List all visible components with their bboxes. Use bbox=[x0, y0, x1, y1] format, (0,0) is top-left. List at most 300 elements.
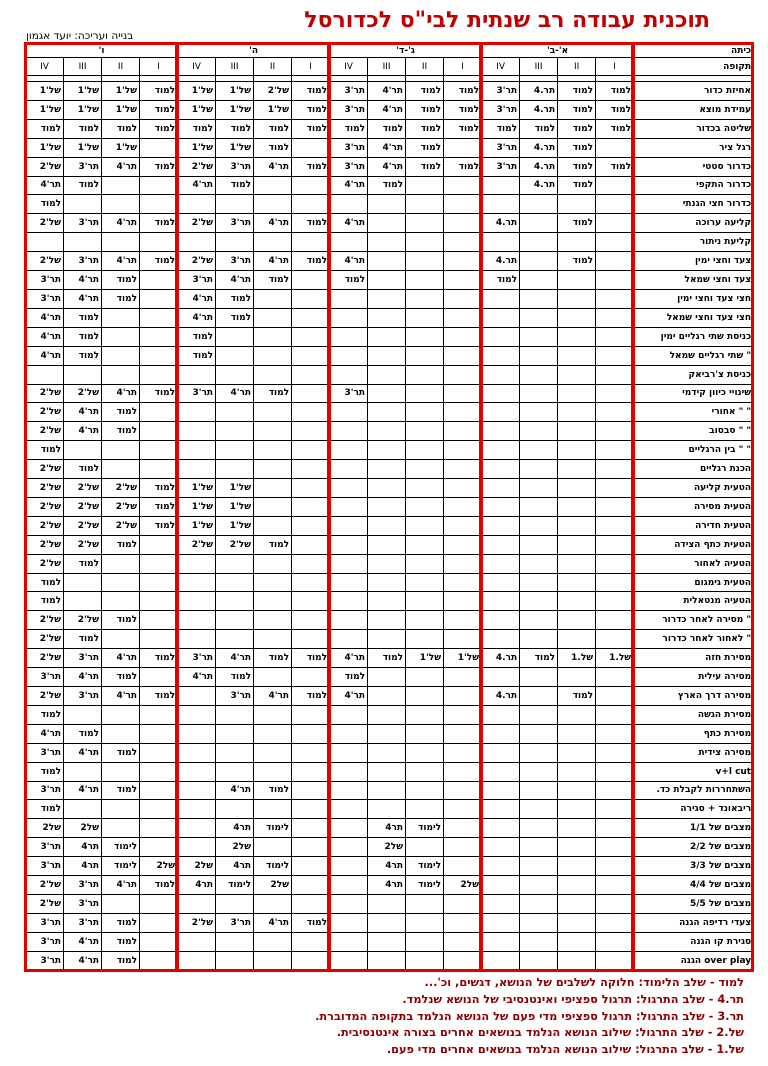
table-cell: למוד bbox=[406, 138, 444, 157]
table-cell bbox=[406, 441, 444, 460]
table-cell: למוד bbox=[558, 119, 596, 138]
table-cell: תר'3 bbox=[216, 157, 254, 176]
table-cell bbox=[368, 724, 406, 743]
table-cell bbox=[558, 271, 596, 290]
table-cell bbox=[444, 460, 482, 479]
table-row bbox=[26, 384, 754, 403]
table-cell bbox=[558, 630, 596, 649]
table-cell bbox=[368, 497, 406, 516]
table-cell: תר'3 bbox=[26, 781, 64, 800]
table-cell bbox=[64, 233, 102, 252]
table-row bbox=[26, 876, 754, 895]
table-cell: תר'3 bbox=[64, 649, 102, 668]
table-cell bbox=[596, 479, 634, 498]
table-cell bbox=[178, 724, 216, 743]
table-cell bbox=[26, 233, 64, 252]
topic-label: שינויי כיוון קידמי bbox=[634, 384, 754, 403]
table-cell bbox=[444, 743, 482, 762]
table-row bbox=[26, 100, 754, 119]
table-cell bbox=[596, 687, 634, 706]
table-cell bbox=[102, 573, 140, 592]
table-cell bbox=[292, 365, 330, 384]
table-cell bbox=[596, 668, 634, 687]
table-cell: למוד bbox=[102, 743, 140, 762]
table-row bbox=[26, 138, 754, 157]
table-cell: תר'4 bbox=[216, 384, 254, 403]
table-cell: למוד bbox=[558, 82, 596, 101]
table-cell bbox=[520, 403, 558, 422]
table-cell: תר'3 bbox=[330, 157, 368, 176]
table-cell bbox=[406, 630, 444, 649]
table-row bbox=[26, 252, 754, 271]
period-header: IV bbox=[178, 58, 216, 76]
topic-label: הטעית כתף הצידה bbox=[634, 535, 754, 554]
topic-label: מסירה צידית bbox=[634, 743, 754, 762]
topic-label: שליטה בכדור bbox=[634, 119, 754, 138]
table-cell: של'2 bbox=[64, 497, 102, 516]
table-cell bbox=[520, 233, 558, 252]
table-cell bbox=[102, 800, 140, 819]
table-cell bbox=[558, 573, 596, 592]
table-cell bbox=[26, 365, 64, 384]
table-cell bbox=[254, 932, 292, 951]
table-cell bbox=[292, 894, 330, 913]
table-cell: למוד bbox=[292, 214, 330, 233]
table-cell bbox=[140, 346, 178, 365]
table-cell: של'2 bbox=[26, 403, 64, 422]
table-cell: תר4 bbox=[216, 819, 254, 838]
table-cell bbox=[292, 573, 330, 592]
table-cell bbox=[368, 687, 406, 706]
table-cell: למוד bbox=[26, 119, 64, 138]
table-cell: תר'3 bbox=[330, 138, 368, 157]
table-cell: למוד bbox=[102, 271, 140, 290]
table-cell bbox=[292, 289, 330, 308]
table-cell bbox=[444, 535, 482, 554]
grade-group-header: ו' bbox=[26, 44, 178, 58]
table-cell bbox=[558, 762, 596, 781]
table-row bbox=[26, 932, 754, 951]
table-cell: למוד bbox=[330, 119, 368, 138]
topic-label: כדרור חצי הגנתי bbox=[634, 195, 754, 214]
table-cell bbox=[216, 233, 254, 252]
table-cell bbox=[178, 951, 216, 970]
table-cell: למוד bbox=[64, 460, 102, 479]
table-cell: למוד bbox=[140, 516, 178, 535]
table-cell bbox=[64, 573, 102, 592]
table-cell bbox=[368, 951, 406, 970]
table-cell bbox=[406, 460, 444, 479]
table-cell bbox=[596, 743, 634, 762]
topic-label: הטעית חדירה bbox=[634, 516, 754, 535]
table-cell bbox=[292, 838, 330, 857]
topic-label: מצבים של 2/2 bbox=[634, 838, 754, 857]
table-cell: של'2 bbox=[26, 252, 64, 271]
table-cell: למוד bbox=[406, 157, 444, 176]
table-cell: תר'3 bbox=[26, 932, 64, 951]
table-cell bbox=[558, 857, 596, 876]
table-cell bbox=[596, 951, 634, 970]
table-cell: תר'4 bbox=[368, 82, 406, 101]
table-cell: למוד bbox=[596, 100, 634, 119]
table-cell: של'2 bbox=[64, 535, 102, 554]
table-cell: למוד bbox=[140, 100, 178, 119]
table-cell bbox=[330, 762, 368, 781]
table-cell: של'1 bbox=[216, 497, 254, 516]
table-cell: לימוד bbox=[406, 819, 444, 838]
table-cell: של'2 bbox=[26, 687, 64, 706]
table-cell bbox=[444, 195, 482, 214]
table-cell: של2 bbox=[140, 857, 178, 876]
table-cell bbox=[482, 857, 520, 876]
period-header: IV bbox=[330, 58, 368, 76]
topic-label: כניסת צ'רביאק bbox=[634, 365, 754, 384]
table-cell bbox=[178, 195, 216, 214]
table-cell: למוד bbox=[140, 649, 178, 668]
table-cell: של'1 bbox=[254, 100, 292, 119]
table-cell bbox=[406, 271, 444, 290]
table-cell: למוד bbox=[140, 479, 178, 498]
table-cell: תר'4 bbox=[178, 289, 216, 308]
table-cell bbox=[178, 932, 216, 951]
table-cell: תר'4 bbox=[178, 176, 216, 195]
table-cell: תר'4 bbox=[64, 951, 102, 970]
table-cell bbox=[140, 460, 178, 479]
table-row bbox=[26, 82, 754, 101]
table-cell bbox=[520, 724, 558, 743]
table-cell bbox=[444, 271, 482, 290]
table-cell bbox=[482, 743, 520, 762]
table-cell: למוד bbox=[178, 346, 216, 365]
table-cell bbox=[444, 932, 482, 951]
table-cell bbox=[406, 554, 444, 573]
table-cell: למוד bbox=[292, 82, 330, 101]
table-cell: לימוד bbox=[254, 857, 292, 876]
table-cell bbox=[596, 781, 634, 800]
table-cell bbox=[520, 951, 558, 970]
table-cell: תר4 bbox=[178, 876, 216, 895]
table-cell: למוד bbox=[292, 252, 330, 271]
topic-label: מצבים של 3/3 bbox=[634, 857, 754, 876]
table-cell bbox=[520, 630, 558, 649]
period-header: II bbox=[558, 58, 596, 76]
table-cell: למוד bbox=[178, 327, 216, 346]
table-cell: תר'4 bbox=[254, 157, 292, 176]
table-cell bbox=[330, 497, 368, 516]
table-cell: תר'4 bbox=[178, 308, 216, 327]
table-cell bbox=[368, 422, 406, 441]
table-cell bbox=[292, 554, 330, 573]
table-cell bbox=[368, 365, 406, 384]
table-cell bbox=[368, 668, 406, 687]
table-cell: למוד bbox=[254, 138, 292, 157]
table-cell bbox=[254, 308, 292, 327]
topic-label: מסירה דרך הארץ bbox=[634, 687, 754, 706]
table-cell bbox=[368, 913, 406, 932]
table-cell bbox=[596, 535, 634, 554]
table-cell bbox=[596, 460, 634, 479]
table-cell bbox=[596, 611, 634, 630]
table-cell: למוד bbox=[292, 100, 330, 119]
table-cell: של'2 bbox=[178, 913, 216, 932]
table-cell: של'1 bbox=[216, 138, 254, 157]
table-cell bbox=[482, 724, 520, 743]
table-cell bbox=[406, 479, 444, 498]
table-cell bbox=[178, 762, 216, 781]
table-cell bbox=[292, 479, 330, 498]
table-cell bbox=[140, 403, 178, 422]
table-cell bbox=[406, 932, 444, 951]
period-header: II bbox=[406, 58, 444, 76]
table-cell: למוד bbox=[482, 119, 520, 138]
table-cell bbox=[406, 687, 444, 706]
table-cell: למוד bbox=[102, 668, 140, 687]
table-cell bbox=[292, 611, 330, 630]
table-cell: תר4 bbox=[64, 838, 102, 857]
table-cell: תר'3 bbox=[330, 100, 368, 119]
table-cell bbox=[596, 497, 634, 516]
table-cell bbox=[330, 913, 368, 932]
table-cell: תר.4 bbox=[520, 138, 558, 157]
table-cell bbox=[482, 611, 520, 630]
table-cell bbox=[216, 365, 254, 384]
table-cell bbox=[596, 308, 634, 327]
table-cell: למוד bbox=[254, 119, 292, 138]
table-cell bbox=[292, 819, 330, 838]
period-header-label: תקופה bbox=[634, 58, 754, 76]
table-cell bbox=[520, 497, 558, 516]
table-cell bbox=[330, 308, 368, 327]
table-cell bbox=[444, 138, 482, 157]
table-cell bbox=[102, 346, 140, 365]
table-cell bbox=[178, 233, 216, 252]
table-cell: של'2 bbox=[26, 214, 64, 233]
table-cell bbox=[558, 743, 596, 762]
table-cell bbox=[254, 592, 292, 611]
table-cell: למוד bbox=[178, 119, 216, 138]
table-cell bbox=[444, 516, 482, 535]
table-cell bbox=[520, 857, 558, 876]
table-cell: של2 bbox=[368, 838, 406, 857]
table-cell bbox=[558, 724, 596, 743]
period-header: II bbox=[254, 58, 292, 76]
table-cell bbox=[596, 800, 634, 819]
table-cell bbox=[292, 724, 330, 743]
table-cell: של'1 bbox=[64, 100, 102, 119]
table-cell: תר'3 bbox=[26, 857, 64, 876]
table-cell bbox=[140, 327, 178, 346]
table-cell bbox=[140, 573, 178, 592]
table-cell: למוד bbox=[26, 762, 64, 781]
table-cell bbox=[368, 214, 406, 233]
table-cell: למוד bbox=[140, 214, 178, 233]
table-cell bbox=[368, 554, 406, 573]
table-cell bbox=[406, 195, 444, 214]
table-cell bbox=[178, 554, 216, 573]
table-cell bbox=[102, 592, 140, 611]
table-cell bbox=[520, 876, 558, 895]
table-cell: תר'3 bbox=[26, 838, 64, 857]
table-cell: למוד bbox=[254, 271, 292, 290]
table-cell: למוד bbox=[558, 687, 596, 706]
table-cell bbox=[406, 781, 444, 800]
table-cell: תר'3 bbox=[330, 82, 368, 101]
table-cell: של.1 bbox=[558, 649, 596, 668]
table-cell bbox=[330, 365, 368, 384]
table-cell: תר'4 bbox=[64, 422, 102, 441]
table-row bbox=[26, 554, 754, 573]
table-cell bbox=[558, 233, 596, 252]
topic-label: מצבים של 4/4 bbox=[634, 876, 754, 895]
table-cell bbox=[368, 516, 406, 535]
table-cell bbox=[444, 365, 482, 384]
table-cell bbox=[254, 289, 292, 308]
table-cell bbox=[140, 195, 178, 214]
table-cell: למוד bbox=[596, 82, 634, 101]
table-cell bbox=[596, 819, 634, 838]
table-cell bbox=[254, 762, 292, 781]
table-cell: של'2 bbox=[64, 611, 102, 630]
table-cell: תר.4 bbox=[520, 176, 558, 195]
table-cell: למוד bbox=[444, 100, 482, 119]
table-cell: למוד bbox=[64, 308, 102, 327]
table-cell: למוד bbox=[406, 82, 444, 101]
table-cell: של'1 bbox=[178, 516, 216, 535]
table-cell bbox=[520, 592, 558, 611]
table-cell bbox=[406, 346, 444, 365]
table-cell bbox=[216, 894, 254, 913]
table-cell bbox=[140, 781, 178, 800]
table-cell bbox=[558, 781, 596, 800]
table-cell bbox=[216, 743, 254, 762]
table-cell: תר'4 bbox=[254, 252, 292, 271]
table-cell: תר'4 bbox=[330, 649, 368, 668]
table-cell bbox=[140, 838, 178, 857]
table-cell: תר'3 bbox=[64, 913, 102, 932]
table-cell: של'2 bbox=[26, 649, 64, 668]
table-cell: תר.4 bbox=[482, 687, 520, 706]
table-cell: למוד bbox=[102, 781, 140, 800]
table-cell bbox=[292, 441, 330, 460]
table-cell: למוד bbox=[216, 119, 254, 138]
table-cell bbox=[406, 176, 444, 195]
table-cell bbox=[254, 422, 292, 441]
table-cell bbox=[482, 403, 520, 422]
table-cell bbox=[482, 781, 520, 800]
table-cell bbox=[558, 516, 596, 535]
table-cell: תר'3 bbox=[216, 687, 254, 706]
table-cell bbox=[140, 668, 178, 687]
grade-group-header: א'-ב' bbox=[482, 44, 634, 58]
table-cell bbox=[558, 535, 596, 554]
table-cell bbox=[368, 573, 406, 592]
table-cell: למוד bbox=[254, 649, 292, 668]
table-cell: למוד bbox=[368, 119, 406, 138]
table-cell bbox=[596, 176, 634, 195]
table-cell: תר.4 bbox=[482, 649, 520, 668]
topic-label: קליעת ניתור bbox=[634, 233, 754, 252]
table-cell bbox=[140, 819, 178, 838]
table-cell bbox=[292, 308, 330, 327]
table-cell bbox=[292, 138, 330, 157]
table-cell bbox=[254, 668, 292, 687]
table-cell bbox=[330, 857, 368, 876]
table-cell bbox=[520, 800, 558, 819]
table-cell: של'1 bbox=[64, 138, 102, 157]
table-cell: למוד bbox=[216, 308, 254, 327]
table-cell: למוד bbox=[26, 800, 64, 819]
table-cell: תר.4 bbox=[482, 214, 520, 233]
table-cell bbox=[482, 479, 520, 498]
table-cell: תר'3 bbox=[64, 252, 102, 271]
table-cell bbox=[596, 894, 634, 913]
topic-label: סגירת קו הגנה bbox=[634, 932, 754, 951]
table-cell bbox=[140, 592, 178, 611]
topic-label: הטעיה לאחור bbox=[634, 554, 754, 573]
table-cell bbox=[216, 611, 254, 630]
table-cell bbox=[254, 705, 292, 724]
table-cell: של2 bbox=[444, 876, 482, 895]
table-cell bbox=[254, 479, 292, 498]
table-cell bbox=[178, 422, 216, 441]
table-cell bbox=[254, 460, 292, 479]
topic-label: " " סבסוב bbox=[634, 422, 754, 441]
table-cell bbox=[482, 573, 520, 592]
table-cell bbox=[102, 705, 140, 724]
table-cell bbox=[596, 271, 634, 290]
table-cell bbox=[216, 592, 254, 611]
table-cell bbox=[330, 403, 368, 422]
table-cell bbox=[482, 327, 520, 346]
table-cell bbox=[444, 479, 482, 498]
table-cell bbox=[520, 441, 558, 460]
table-cell bbox=[292, 705, 330, 724]
table-cell bbox=[406, 365, 444, 384]
table-cell bbox=[596, 592, 634, 611]
table-cell: של'1 bbox=[178, 138, 216, 157]
table-row bbox=[26, 668, 754, 687]
table-cell bbox=[596, 932, 634, 951]
table-cell: של2 bbox=[178, 857, 216, 876]
table-cell bbox=[216, 554, 254, 573]
table-row bbox=[26, 157, 754, 176]
table-cell: תר'3 bbox=[482, 82, 520, 101]
table-cell bbox=[596, 573, 634, 592]
table-cell bbox=[596, 365, 634, 384]
topic-label: ריבאונד + סגירה bbox=[634, 800, 754, 819]
table-cell bbox=[140, 365, 178, 384]
table-cell bbox=[64, 800, 102, 819]
table-cell: תר'4 bbox=[102, 687, 140, 706]
table-cell bbox=[64, 195, 102, 214]
topic-label: קליעה ערוכה bbox=[634, 214, 754, 233]
table-cell: תר'4 bbox=[64, 781, 102, 800]
table-cell bbox=[406, 327, 444, 346]
table-cell bbox=[102, 195, 140, 214]
table-cell: למוד bbox=[216, 176, 254, 195]
table-cell: למוד bbox=[558, 214, 596, 233]
table-cell bbox=[330, 894, 368, 913]
table-cell: תר.4 bbox=[482, 252, 520, 271]
table-cell bbox=[596, 327, 634, 346]
table-cell bbox=[406, 422, 444, 441]
table-cell bbox=[368, 743, 406, 762]
table-cell: של'2 bbox=[26, 157, 64, 176]
table-cell bbox=[330, 705, 368, 724]
table-cell bbox=[558, 951, 596, 970]
table-cell bbox=[254, 951, 292, 970]
table-cell bbox=[558, 819, 596, 838]
